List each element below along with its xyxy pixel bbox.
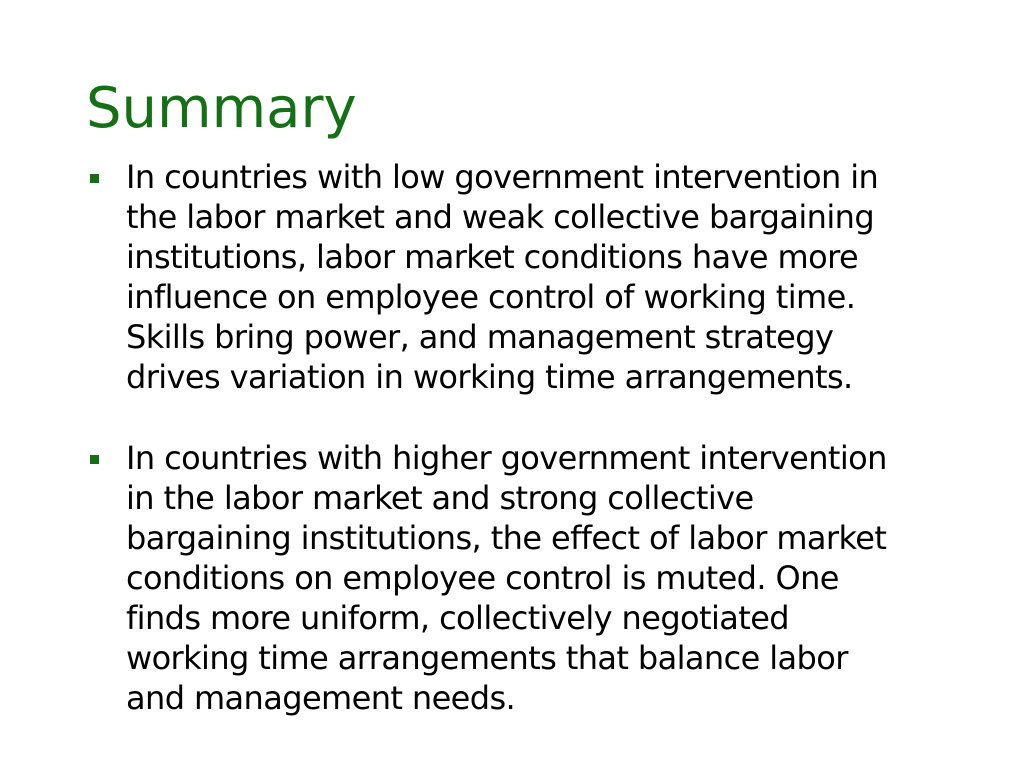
bullet-list: [86, 157, 956, 759]
bullet-text: In countries with higher government intervention in the labor market and strong collective bargaining institutions, the effect of labor market conditions on employee control is muted. One finds more uniform, collectively negotiated working time arrangements that balance labor and management needs.: [126, 439, 887, 717]
bullet-item: [86, 438, 956, 718]
slide-title: Summary: [86, 76, 357, 141]
bullet-item: [86, 157, 956, 397]
bullet-text: In countries with low government intervention in the labor market and weak collective bargaining institutions, labor market conditions have more influence on employee control of working time. Skills bring power, and management strategy drives variation in working time arrangements.: [126, 158, 879, 396]
square-bullet-icon: [90, 455, 99, 464]
square-bullet-icon: [90, 174, 99, 183]
